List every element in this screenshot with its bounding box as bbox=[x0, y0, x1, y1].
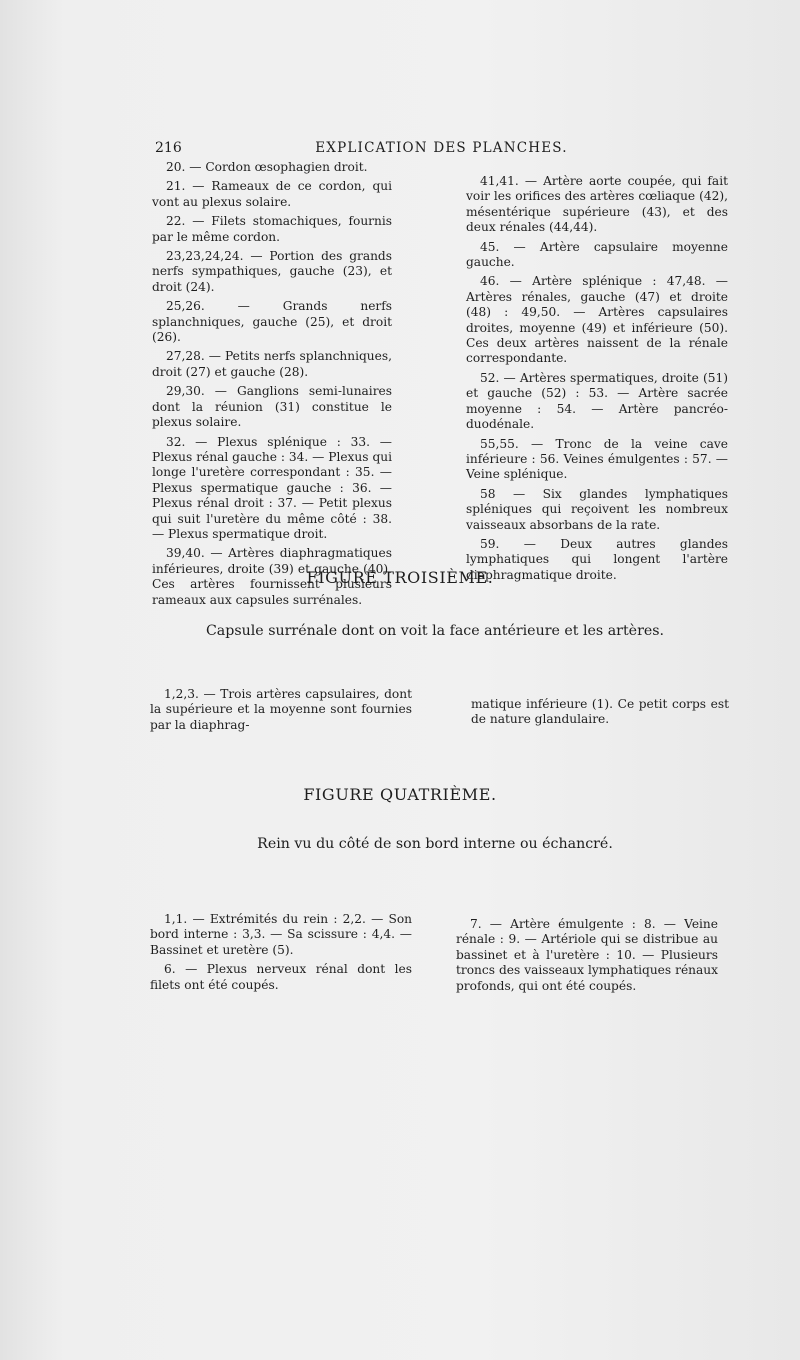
legend-column-right bbox=[466, 174, 728, 587]
legend-item: 23,23,24,24. — Portion des grands nerfs sympathiques, gauche (23), et droit (24). bbox=[152, 249, 392, 294]
legend-item: 45. — Artère capsulaire moyenne gauche. bbox=[466, 239, 728, 270]
figure-3-legend-right bbox=[471, 697, 729, 732]
legend-item: 41,41. — Artère aorte coupée, qui fait voir les orifices des artères cœliaque (42), mésentérique supérieure (43), et des deux rénales (44,44). bbox=[466, 174, 728, 235]
legend-item: 21. — Rameaux de ce cordon, qui vont au plexus solaire. bbox=[152, 179, 392, 209]
legend-item: 22. — Filets stomachiques, fournis par le même cordon. bbox=[152, 214, 392, 244]
legend-item: 7. — Artère émulgente : 8. — Veine rénale : 9. — Artériole qui se distribue au bassinet et à l'uretère : 10. — Plusieurs troncs des vaisseaux lymphatiques rénaux profonds, qui ont été coupés. bbox=[456, 917, 718, 993]
legend-item: 20. — Cordon œsophagien droit. bbox=[166, 160, 368, 174]
figure-4-legend-left bbox=[150, 912, 412, 997]
figure-3-title: FIGURE TROISIÈME. bbox=[306, 568, 494, 587]
figure-3-legend-left bbox=[150, 687, 412, 737]
legend-item: 52. — Artères spermatiques, droite (51) et gauche (52) : 53. — Artère sacrée moyenne : 54. — Artère pancréo-duodénale. bbox=[466, 370, 728, 432]
page-number: 216 bbox=[155, 140, 182, 156]
legend-item: 59. — Deux autres glandes lymphatiques qui longent l'artère diaphragmatique droite. bbox=[466, 536, 728, 582]
legend-item: 1,1. — Extrémités du rein : 2,2. — Son bord interne : 3,3. — Sa scissure : 4,4. — Bassinet et uretère (5). bbox=[150, 912, 412, 957]
figure-4-caption: Rein vu du côté de son bord interne ou échancré. bbox=[257, 836, 613, 852]
legend-item: 29,30. — Ganglions semi-lunaires dont la réunion (31) constitue le plexus solaire. bbox=[152, 384, 392, 430]
legend-item: 6. — Plexus nerveux rénal dont les filets ont été coupés. bbox=[150, 962, 412, 992]
legend-column-left bbox=[152, 160, 392, 612]
legend-item: 46. — Artère splénique : 47,48. — Artères rénales, gauche (47) et droite (48) : 49,50. — Artères capsulaires droites, moyenne (49) et inférieure (50). Ces deux artères naissent de la rénale correspondante. bbox=[466, 274, 728, 366]
figure-4-legend-right bbox=[456, 917, 718, 998]
legend-item: 27,28. — Petits nerfs splanchniques, droit (27) et gauche (28). bbox=[152, 349, 392, 379]
legend-item: 25,26. — Grands nerfs splanchniques, gauche (25), et droit (26). bbox=[152, 299, 392, 345]
figure-3-caption: Capsule surrénale dont on voit la face antérieure et les artères. bbox=[205, 623, 665, 639]
legend-item: 39,40. — Artères diaphragmatiques inférieures, droite (39) et gauche (40). Ces artères fournissent plusieurs rameaux aux capsules surrénales. bbox=[152, 546, 392, 607]
legend-item: 1,2,3. — Trois artères capsulaires, dont la supérieure et la moyenne sont fournies par la diaphrag- bbox=[150, 687, 412, 732]
legend-item: 58 — Six glandes lymphatiques spléniques qui reçoivent les nombreux vaisseaux absorbans de la rate. bbox=[466, 486, 728, 532]
legend-item: 32. — Plexus splénique : 33. — Plexus rénal gauche : 34. — Plexus qui longe l'uretère correspondant : 35. — Plexus spermatique gauche : 36. — Plexus rénal droit : 37. — Petit plexus qui suit l'uretère du même côté : 38. — Plexus spermatique droit. bbox=[152, 434, 392, 541]
legend-item: matique inférieure (1). Ce petit corps est de nature glandulaire. bbox=[471, 697, 729, 727]
running-title: EXPLICATION DES PLANCHES. bbox=[315, 140, 568, 156]
figure-4-title: FIGURE QUATRIÈME. bbox=[303, 785, 497, 804]
legend-item: 55,55. — Tronc de la veine cave inférieure : 56. Veines émulgentes : 57. — Veine splénique. bbox=[466, 436, 728, 482]
page-header bbox=[155, 140, 728, 160]
